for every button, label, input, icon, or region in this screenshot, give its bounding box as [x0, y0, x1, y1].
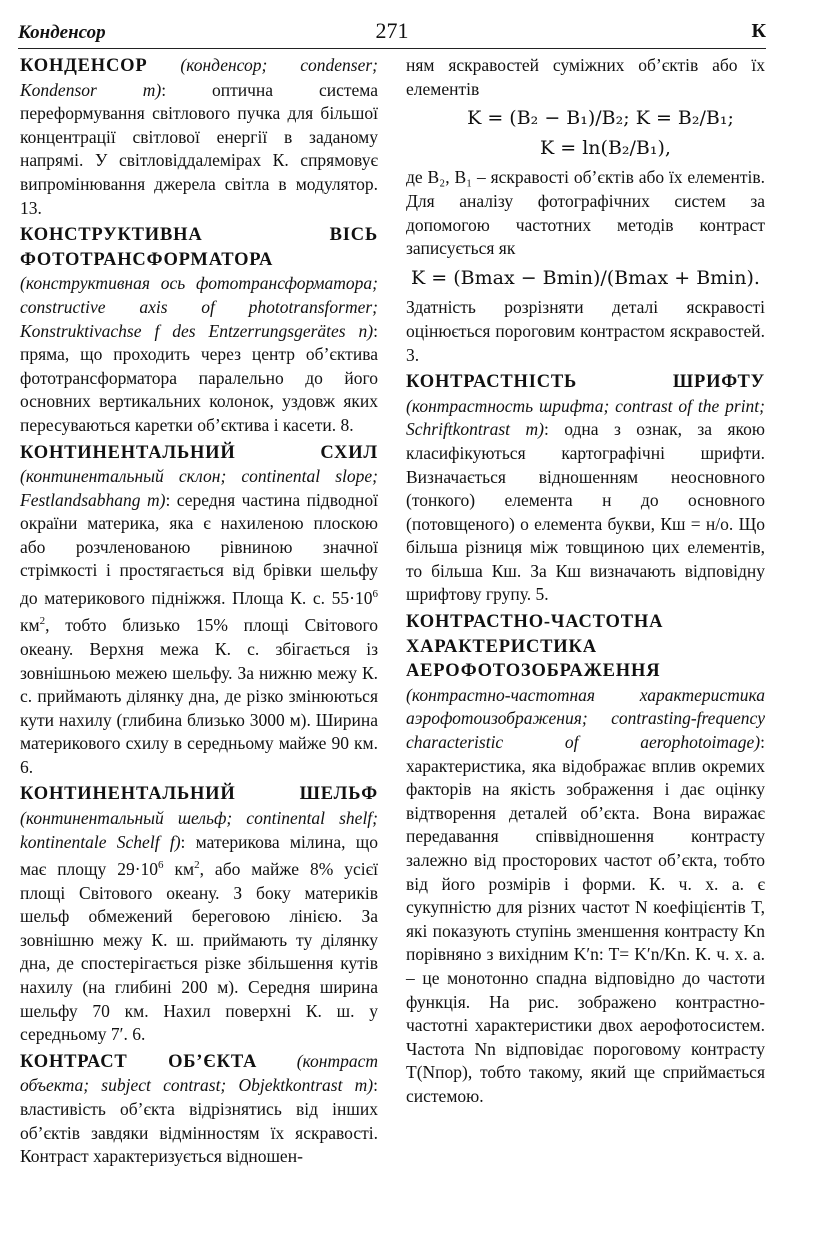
- entry-term: КОНТИНЕНТАЛЬНИЙ СХИЛ: [20, 442, 378, 463]
- entry-translation: (континентальный шельф; continental shelf; kontinentale Schelf f): [20, 808, 378, 852]
- entry-kontrastnist-shryftu: [406, 370, 765, 607]
- entry-body: , тобто близько 15% площі Світового океану. Верхня межа К. с. збігається із зовнішньою межею шельфу. За нижню межу К. с. приймають ділянку дна, де різко змінюються кути нахилу (глибина близько 3000 м). Ширина материкового схилу в середньому майже 90 км. 6.: [20, 615, 378, 777]
- entry-term: КОНТИНЕНТАЛЬНИЙ ШЕЛЬФ: [20, 784, 378, 805]
- entry-body: : оптична система переформування світлового пучка для більшої концентрації світлової енергії в заданому напрямі. У світловіддалемірах К. спрямовує випромінювання джерела світла в модулятор. 13.: [20, 79, 378, 218]
- entry-body: км: [20, 615, 40, 636]
- exponent: 6: [158, 859, 164, 872]
- entry-translation: (контрастно-частотная характеристика аэрофотоизображения; contrasting-frequency characteristic of aerophotoimage): [406, 684, 765, 753]
- entry-kondensor: [20, 54, 378, 220]
- entry-kontynentalnyi-skhyl: [20, 441, 378, 780]
- entry-translation: (конструктивная ось фототрансформатора; constructive axis of phototransformer; Konstruktivachse f des Entzerrungsgerätes n): [20, 273, 378, 341]
- entry-body: : материкова мілина, що має площу 29·10: [20, 831, 378, 880]
- page-number: 271: [375, 18, 409, 43]
- entry-body: : властивість об’єкта відрізнятись від інших об’єктів завдяки відмінностям їх яскравості. Контраст характеризується відношен-: [20, 1075, 378, 1167]
- page-header: [18, 14, 766, 49]
- entry-konstruktyvna-vis: [20, 223, 378, 437]
- entry-term: КОНДЕНСОР: [20, 56, 148, 76]
- exponent: 6: [372, 588, 378, 601]
- formula-explanation: де B₂, B₁ – яскравості об’єктів або їх елементів. Для аналізу фотографічних систем за допомогою частотних методів контраст записується як: [406, 167, 765, 259]
- right-column: [406, 54, 765, 1112]
- entry-term: КОНТРАСТНО-ЧАСТОТНА ХАРАКТЕРИСТИКА АЕРОФОТОЗОБРАЖЕННЯ: [406, 612, 664, 682]
- entry-body: : середня частина підводної окраїни материка, яка є нахиленою плоскою або розчленованою рівниною значної стрімкості і простягається від брівки шельфу до материкового підніжжя. Площа К. с. 55·10: [20, 489, 378, 608]
- entry-body: : одна з ознак, за якою класифікуються картографічні шрифти. Визначається відношенням неосновного (тонкого) елемента н до основного (потовщеного) о елемента букви, Кш = н/о. Що більша різниця між товщиною цих елементів, то більша Кш. За Кш визначають відповідну шрифтову групу. 5.: [406, 419, 765, 605]
- entry-body: : характеристика, яка відображає вплив окремих факторів на якість зображення і дає оцінку відтворення деталей об’єкта. Вона виражає передавання співвідношення контрасту залежно від просторових частот об’єкта, тобто від його розмірів і форми. К. ч. х. а. є сукупністю для різних частот N коефіцієнтів T, які показують ступінь зменшення контрасту Kn порівняно з вихідним K′n: T= K′n/Kn. К. ч. х. а. – це монотонно спадна відповідно до частоти функція. На рис. зображено контрастно-частотні характеристики двох аерофотосистем. Частота Nn відповідає пороговому контрасту T(Nпор), тобто такому, який ще сприймається системою.: [406, 732, 765, 1106]
- running-head: Конденсор: [18, 22, 106, 43]
- formula-contrast-ratio: K = (B₂ − B₁)/B₂; K = B₂/B₁;: [467, 107, 734, 130]
- entry-term: КОНТРАСТНІСТЬ ШРИФТУ: [406, 372, 765, 393]
- entry-body: км: [163, 859, 195, 880]
- left-column: [20, 54, 378, 1172]
- entry-translation: (контраст объекта; subject contrast; Objektkontrast m): [20, 1050, 379, 1096]
- entry-kontrast-obiekta: [20, 1050, 378, 1169]
- entry-kontynentalnyi-shelf: [20, 782, 378, 1046]
- entry-translation: (конденсор; condenser; Kondensor m): [20, 55, 378, 100]
- formula-contrast-max-min: K = (Bmax − Bmin)/(Bmax + Bmin).: [411, 266, 760, 289]
- continued-text: ням яскравостей суміжних об’єктів або їх елементів: [406, 55, 765, 99]
- section-letter: К: [751, 20, 766, 42]
- entry-term: КОНСТРУКТИВНА ВІСЬ ФОТОТРАНСФОРМАТОРА: [20, 225, 378, 270]
- entry-kontrastno-chastotna: [406, 610, 765, 1108]
- exponent: 2: [39, 615, 46, 628]
- entry-body: , або майже 8% усієї площі Світового океану. З боку материків шельф обмежений береговою лінією. За зовнішню межу К. ш. приймають ту ділянку дна, де спостерігається різке збільшення кутів нахилу (на глибині 200 м). Середня ширина шельфу 70 км. Нахил поверхні К. ш. у середньому 7′. 6.: [20, 859, 379, 1045]
- formula-contrast-log: K = ln(B₂/B₁),: [540, 136, 671, 159]
- threshold-text: Здатність розрізняти деталі яскравості оцінюється пороговим контрастом яскравостей. 3.: [406, 297, 765, 365]
- entry-body: : пряма, що проходить через центр об’єктива фототрансформатора паралельно до його основних вертикальних колонок, уздовж яких пересуваються каретки об’єктива і касети. 8.: [20, 320, 378, 435]
- entry-translation: (контрастность шрифта; contrast of the print; Schriftkontrast m): [406, 395, 765, 440]
- entry-translation: (континентальный склон; continental slope; Festlandsabhang m): [20, 466, 378, 510]
- exponent: 2: [194, 859, 200, 872]
- entry-term: КОНТРАСТ ОБ’ЄКТА: [20, 1051, 258, 1072]
